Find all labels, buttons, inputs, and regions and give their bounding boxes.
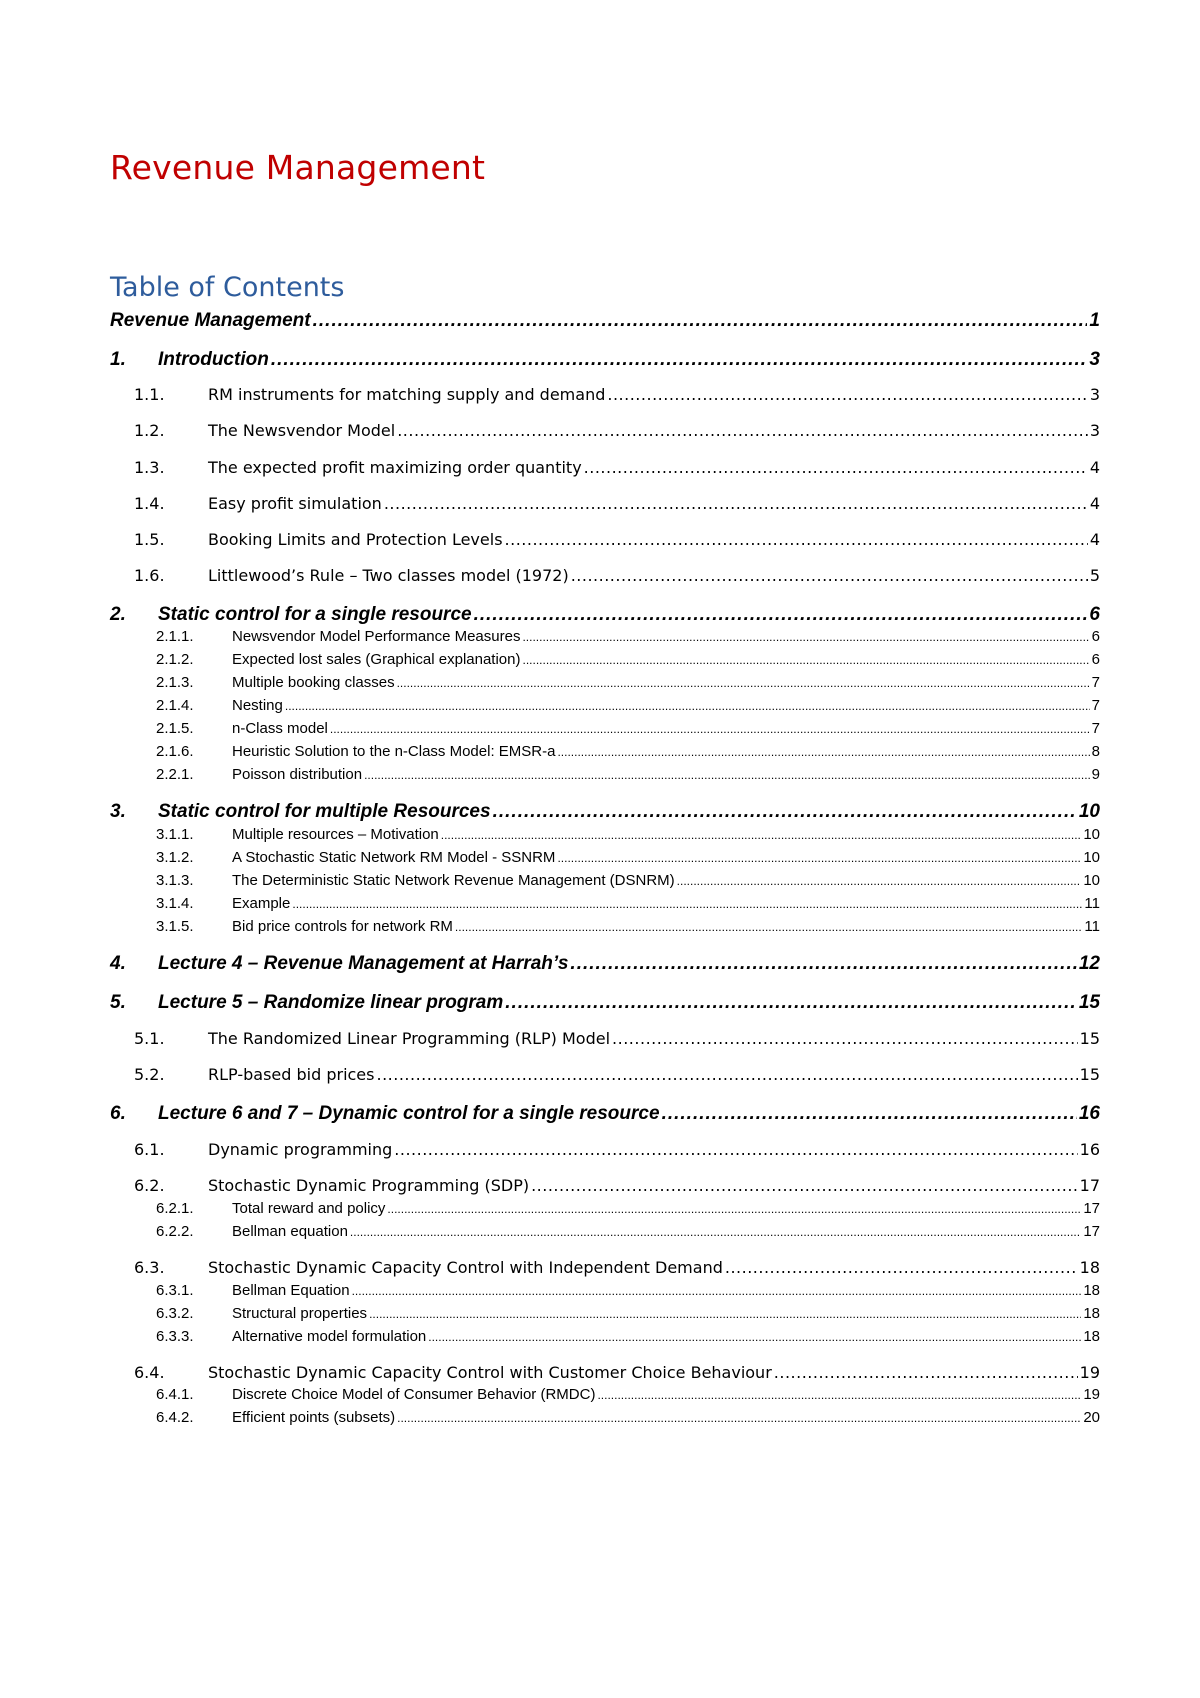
toc-dot-leader bbox=[387, 1202, 1081, 1216]
toc-entry-number: 6.3.1. bbox=[156, 1282, 194, 1299]
toc-entry-number: 2.2.1. bbox=[156, 766, 194, 783]
toc-entry-number: 1.2. bbox=[134, 421, 165, 440]
toc-entry-number: 5.2. bbox=[134, 1065, 165, 1084]
toc-entry-label: Easy profit simulation bbox=[208, 494, 382, 513]
toc-entry-number: 1.5. bbox=[134, 530, 165, 549]
toc-entry[interactable] bbox=[110, 530, 1100, 549]
toc-dot-leader bbox=[394, 1140, 1077, 1159]
toc-entry-number: 2.1.4. bbox=[156, 697, 194, 714]
toc-dot-leader bbox=[330, 722, 1090, 736]
toc-dot-leader bbox=[774, 1363, 1078, 1382]
toc-dot-leader bbox=[607, 385, 1087, 404]
toc-entry[interactable] bbox=[110, 1363, 1100, 1382]
toc-entry-number: 5.1. bbox=[134, 1029, 165, 1048]
toc-entry-number: 6.3.3. bbox=[156, 1328, 194, 1345]
toc-dot-leader bbox=[474, 604, 1088, 626]
toc-dot-leader bbox=[313, 310, 1088, 332]
toc-entry-page: 9 bbox=[1091, 766, 1100, 783]
toc-entry-label: Dynamic programming bbox=[208, 1140, 393, 1159]
toc-entry-number: 1.1. bbox=[134, 385, 165, 404]
toc-entry-label: Newsvendor Model Performance Measures bbox=[232, 628, 521, 645]
toc-entry-number: 6.3.2. bbox=[156, 1305, 194, 1322]
toc-dot-leader bbox=[557, 851, 1081, 865]
toc-entry-page: 17 bbox=[1083, 1223, 1100, 1240]
toc-entry-page: 16 bbox=[1078, 1103, 1100, 1124]
toc-entry-label: Total reward and policy bbox=[232, 1200, 386, 1217]
toc-entry-page: 20 bbox=[1083, 1409, 1100, 1426]
toc-entry-label: Multiple booking classes bbox=[232, 674, 395, 691]
toc-entry-page: 19 bbox=[1083, 1386, 1100, 1403]
toc-entry-page: 10 bbox=[1078, 801, 1100, 822]
toc-entry-page: 10 bbox=[1083, 872, 1100, 889]
toc-dot-leader bbox=[597, 1388, 1081, 1402]
toc-dot-leader bbox=[397, 1411, 1081, 1425]
toc-entry[interactable] bbox=[110, 651, 1100, 668]
toc-entry-page: 1 bbox=[1089, 310, 1100, 331]
toc-entry[interactable] bbox=[110, 801, 1100, 823]
toc-entry-number: 6.2. bbox=[134, 1176, 165, 1195]
toc-entry-label: Introduction bbox=[158, 349, 269, 370]
toc-dot-leader bbox=[428, 1330, 1081, 1344]
toc-entry-number: 3. bbox=[110, 801, 126, 822]
toc-entry-page: 3 bbox=[1089, 421, 1100, 440]
toc-entry-number: 6.4.1. bbox=[156, 1386, 194, 1403]
toc-entry-number: 3.1.1. bbox=[156, 826, 194, 843]
toc-entry[interactable] bbox=[110, 849, 1100, 866]
toc-entry-page: 6 bbox=[1091, 628, 1100, 645]
toc-entry-number: 3.1.5. bbox=[156, 918, 194, 935]
toc-entry-number: 1.6. bbox=[134, 566, 165, 585]
toc-entry-page: 18 bbox=[1083, 1305, 1100, 1322]
toc-entry[interactable] bbox=[110, 697, 1100, 714]
toc-dot-leader bbox=[352, 1284, 1082, 1298]
toc-entry-page: 7 bbox=[1091, 697, 1100, 714]
toc-entry[interactable] bbox=[110, 458, 1100, 477]
toc-entry[interactable] bbox=[110, 604, 1100, 626]
toc-dot-leader bbox=[455, 920, 1083, 934]
toc-entry[interactable] bbox=[110, 918, 1100, 935]
toc-entry[interactable] bbox=[110, 494, 1100, 513]
toc-entry-page: 17 bbox=[1083, 1200, 1100, 1217]
toc-entry[interactable] bbox=[110, 1176, 1100, 1195]
toc-dot-leader bbox=[369, 1307, 1081, 1321]
toc-entry[interactable] bbox=[110, 743, 1100, 760]
toc-entry-label: n-Class model bbox=[232, 720, 328, 737]
toc-entry-page: 5 bbox=[1089, 566, 1100, 585]
toc-dot-leader bbox=[376, 1065, 1077, 1084]
toc-entry[interactable] bbox=[110, 1140, 1100, 1159]
toc-entry-label: Efficient points (subsets) bbox=[232, 1409, 396, 1426]
toc-dot-leader bbox=[677, 874, 1082, 888]
toc-entry-number: 2.1.2. bbox=[156, 651, 194, 668]
toc-entry-page: 15 bbox=[1078, 992, 1100, 1013]
toc-entry-label: Bellman Equation bbox=[232, 1282, 350, 1299]
toc-entry-number: 5. bbox=[110, 992, 126, 1013]
toc-dot-leader bbox=[522, 630, 1089, 644]
toc-entry-label: Stochastic Dynamic Capacity Control with Independent Demand bbox=[208, 1258, 723, 1277]
toc-entry[interactable] bbox=[110, 1200, 1100, 1217]
toc-entry-number: 2. bbox=[110, 604, 126, 625]
toc-dot-leader bbox=[570, 953, 1076, 975]
toc-dot-leader bbox=[271, 349, 1088, 371]
toc-entry[interactable] bbox=[110, 1029, 1100, 1048]
toc-entry[interactable] bbox=[110, 1328, 1100, 1345]
toc-entry-label: Bellman equation bbox=[232, 1223, 348, 1240]
toc-entry-number: 3.1.4. bbox=[156, 895, 194, 912]
toc-entry[interactable] bbox=[110, 674, 1100, 691]
toc-entry[interactable] bbox=[110, 1282, 1100, 1299]
toc-dot-leader bbox=[612, 1029, 1078, 1048]
toc-entry[interactable] bbox=[110, 1258, 1100, 1277]
toc-entry-label: Structural properties bbox=[232, 1305, 368, 1322]
toc-entry-page: 6 bbox=[1089, 604, 1100, 625]
toc-entry-label: Example bbox=[232, 895, 291, 912]
toc-entry-number: 3.1.3. bbox=[156, 872, 194, 889]
toc-dot-leader bbox=[725, 1258, 1078, 1277]
toc-entry-page: 10 bbox=[1083, 849, 1100, 866]
toc-entry-label: The expected profit maximizing order quantity bbox=[208, 458, 582, 477]
toc-entry-page: 11 bbox=[1084, 918, 1100, 935]
document-title: Revenue Management bbox=[110, 148, 486, 187]
toc-entry-number: 1.4. bbox=[134, 494, 165, 513]
toc-entry-label: Booking Limits and Protection Levels bbox=[208, 530, 503, 549]
toc-entry-label: Poisson distribution bbox=[232, 766, 363, 783]
toc-entry-label: The Randomized Linear Programming (RLP) Model bbox=[208, 1029, 611, 1048]
toc-entry-label: Stochastic Dynamic Capacity Control with Customer Choice Behaviour bbox=[208, 1363, 772, 1382]
toc-entry-label: Static control for multiple Resources bbox=[158, 801, 491, 822]
toc-entry[interactable] bbox=[110, 1409, 1100, 1426]
toc-dot-leader bbox=[505, 992, 1077, 1014]
toc-entry-page: 15 bbox=[1079, 1065, 1100, 1084]
toc-entry[interactable] bbox=[110, 421, 1100, 440]
toc-entry-number: 1. bbox=[110, 349, 126, 370]
toc-entry-label: The Deterministic Static Network Revenue Management (DSNRM) bbox=[232, 872, 675, 889]
toc-entry-label: Lecture 6 and 7 – Dynamic control for a single resource bbox=[158, 1103, 660, 1124]
toc-entry-label: The Newsvendor Model bbox=[208, 421, 396, 440]
toc-dot-leader bbox=[584, 458, 1088, 477]
toc-dot-leader bbox=[350, 1225, 1081, 1239]
toc-entry[interactable] bbox=[110, 310, 1100, 332]
toc-entry-page: 4 bbox=[1089, 494, 1100, 513]
toc-entry-page: 18 bbox=[1083, 1282, 1100, 1299]
toc-entry-label: Revenue Management bbox=[110, 310, 311, 331]
toc-entry-label: Static control for a single resource bbox=[158, 604, 472, 625]
toc-entry-number: 3.1.2. bbox=[156, 849, 194, 866]
toc-entry-number: 6.4. bbox=[134, 1363, 165, 1382]
toc-entry[interactable] bbox=[110, 720, 1100, 737]
toc-entry-label: A Stochastic Static Network RM Model - SSNRM bbox=[232, 849, 556, 866]
toc-entry-number: 2.1.3. bbox=[156, 674, 194, 691]
toc-entry[interactable] bbox=[110, 1386, 1100, 1403]
toc-entry-page: 6 bbox=[1091, 651, 1100, 668]
toc-entry-number: 2.1.6. bbox=[156, 743, 194, 760]
toc-entry-number: 6.4.2. bbox=[156, 1409, 194, 1426]
toc-entry-page: 8 bbox=[1091, 743, 1100, 760]
toc-entry-number: 2.1.1. bbox=[156, 628, 194, 645]
toc-entry-number: 2.1.5. bbox=[156, 720, 194, 737]
toc-entry-number: 6.3. bbox=[134, 1258, 165, 1277]
toc-entry-label: RM instruments for matching supply and demand bbox=[208, 385, 606, 404]
toc-entry[interactable] bbox=[110, 1065, 1100, 1084]
toc-entry[interactable] bbox=[110, 1223, 1100, 1240]
toc-entry-label: Multiple resources – Motivation bbox=[232, 826, 439, 843]
toc-entry-label: Expected lost sales (Graphical explanation) bbox=[232, 651, 521, 668]
toc-entry[interactable] bbox=[110, 385, 1100, 404]
toc-entry-label: Alternative model formulation bbox=[232, 1328, 427, 1345]
toc-entry[interactable] bbox=[110, 766, 1100, 783]
toc-dot-leader bbox=[531, 1176, 1078, 1195]
toc-dot-leader bbox=[292, 897, 1082, 911]
toc-dot-leader bbox=[384, 494, 1088, 513]
toc-entry[interactable] bbox=[110, 895, 1100, 912]
toc-entry-label: Lecture 4 – Revenue Management at Harrah’s bbox=[158, 953, 569, 974]
toc-dot-leader bbox=[505, 530, 1088, 549]
toc-entry-label: Discrete Choice Model of Consumer Behavior (RMDC) bbox=[232, 1386, 596, 1403]
toc-entry-page: 17 bbox=[1079, 1176, 1100, 1195]
toc-entry[interactable] bbox=[110, 953, 1100, 975]
toc-entry-page: 4 bbox=[1089, 458, 1100, 477]
toc-entry-page: 16 bbox=[1079, 1140, 1100, 1159]
toc-dot-leader bbox=[571, 566, 1088, 585]
toc-dot-leader bbox=[397, 421, 1088, 440]
toc-entry-page: 10 bbox=[1083, 826, 1100, 843]
toc-entry-page: 3 bbox=[1089, 349, 1100, 370]
toc-dot-leader bbox=[523, 653, 1090, 667]
toc-entry[interactable] bbox=[110, 349, 1100, 371]
toc-entry[interactable] bbox=[110, 872, 1100, 889]
toc-entry-number: 6.2.2. bbox=[156, 1223, 194, 1240]
toc-entry-label: Bid price controls for network RM bbox=[232, 918, 453, 935]
toc-entry-label: Stochastic Dynamic Programming (SDP) bbox=[208, 1176, 530, 1195]
toc-dot-leader bbox=[441, 828, 1082, 842]
toc-entry-page: 3 bbox=[1089, 385, 1100, 404]
toc-entry[interactable] bbox=[110, 992, 1100, 1014]
toc-dot-leader bbox=[397, 676, 1090, 690]
toc-entry-label: Heuristic Solution to the n-Class Model: EMSR-a bbox=[232, 743, 556, 760]
toc-dot-leader bbox=[364, 768, 1090, 782]
toc-entry-label: Nesting bbox=[232, 697, 283, 714]
toc-entry-label: RLP-based bid prices bbox=[208, 1065, 375, 1084]
toc-entry-page: 19 bbox=[1079, 1363, 1100, 1382]
toc-entry-number: 6. bbox=[110, 1103, 126, 1124]
toc-entry-number: 6.2.1. bbox=[156, 1200, 194, 1217]
toc-entry-label: Lecture 5 – Randomize linear program bbox=[158, 992, 504, 1013]
toc-entry-page: 18 bbox=[1079, 1258, 1100, 1277]
toc-entry[interactable] bbox=[110, 1305, 1100, 1322]
toc-entry[interactable] bbox=[110, 826, 1100, 843]
toc-dot-leader bbox=[557, 745, 1089, 759]
toc-entry-page: 15 bbox=[1079, 1029, 1100, 1048]
toc-dot-leader bbox=[662, 1103, 1077, 1125]
toc-entry-page: 7 bbox=[1091, 720, 1100, 737]
toc-entry-page: 7 bbox=[1091, 674, 1100, 691]
toc-entry-page: 4 bbox=[1089, 530, 1100, 549]
toc-entry-number: 6.1. bbox=[134, 1140, 165, 1159]
toc-entry-number: 1.3. bbox=[134, 458, 165, 477]
toc-entry-number: 4. bbox=[110, 953, 126, 974]
toc-entry[interactable] bbox=[110, 566, 1100, 585]
toc-entry-page: 18 bbox=[1083, 1328, 1100, 1345]
toc-entry-page: 12 bbox=[1078, 953, 1100, 974]
toc-dot-leader bbox=[285, 699, 1090, 713]
toc-dot-leader bbox=[493, 801, 1077, 823]
toc-heading: Table of Contents bbox=[110, 272, 345, 303]
toc-entry-label: Littlewood’s Rule – Two classes model (1972) bbox=[208, 566, 569, 585]
toc-entry[interactable] bbox=[110, 1103, 1100, 1125]
toc-entry[interactable] bbox=[110, 628, 1100, 645]
toc-entry-page: 11 bbox=[1084, 895, 1100, 912]
